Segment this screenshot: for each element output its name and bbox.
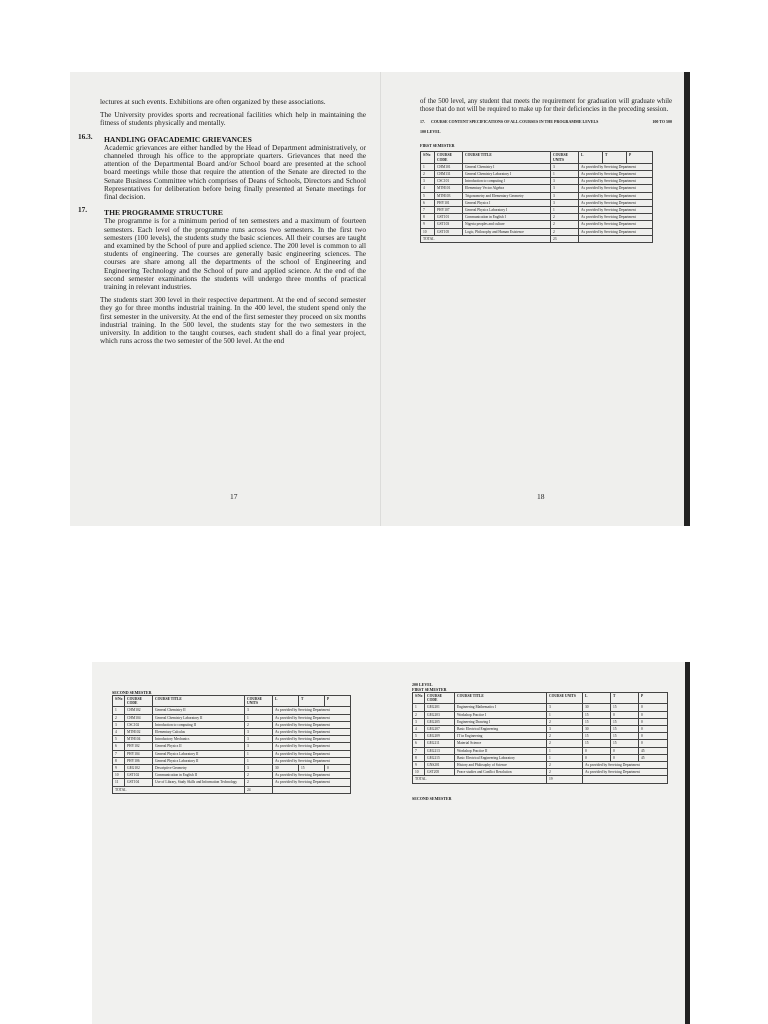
table-header-row (113, 696, 351, 707)
section-17 (78, 205, 366, 296)
table-cell: 7 (413, 747, 425, 754)
table-cell: 1 (421, 163, 435, 170)
table-cell: 4 (113, 729, 125, 736)
table-row (413, 711, 668, 718)
table-cell: As provided by Servicing Department (579, 207, 653, 214)
section-16-3 (78, 131, 366, 207)
table-row (421, 221, 653, 228)
table-cell: 2 (547, 762, 583, 769)
table-cell: 9 (421, 221, 435, 228)
table-cell: Communication in English II (153, 772, 245, 779)
table-cell: 15 (583, 733, 611, 740)
table-cell: CSC101 (435, 178, 463, 185)
table-cell: 3 (547, 726, 583, 733)
table-cell: As provided by Servicing Department (273, 743, 351, 750)
table-cell: 3 (245, 729, 273, 736)
table-cell: PHY101 (435, 199, 463, 206)
table-cell: 2 (551, 228, 579, 235)
table-cell: PHY106 (125, 757, 153, 764)
table-cell: 3 (245, 765, 273, 772)
table-cell: 3 (245, 707, 273, 714)
bottom-page-spread (92, 662, 690, 1024)
table-cell: As provided by Servicing Department (579, 185, 653, 192)
table-cell: GNS201 (425, 762, 455, 769)
semester-label: FIRST SEMESTER (412, 687, 447, 692)
table-cell: MTH103 (435, 192, 463, 199)
table-cell: 45 (639, 754, 668, 761)
table-row (413, 718, 668, 725)
section-number: 16.3. (78, 131, 93, 141)
table-cell: 1 (551, 207, 579, 214)
table-cell: As provided by Servicing Department (579, 170, 653, 177)
table-cell: GST205 (425, 769, 455, 776)
column-header: COURSE TITLE (153, 696, 245, 707)
table-cell: PHY107 (435, 207, 463, 214)
table-cell: 3 (551, 185, 579, 192)
column-header: COURSE UNITS (245, 696, 273, 707)
table-cell: As provided by Servicing Department (579, 178, 653, 185)
table-cell: Nigeria peoples and culture (463, 221, 551, 228)
course-table (420, 151, 653, 243)
column-header: P (639, 693, 668, 704)
table-cell: 4 (413, 726, 425, 733)
table-cell: GST102 (125, 772, 153, 779)
table-cell: Workshop Practice I (455, 711, 547, 718)
table-cell: 11 (113, 779, 125, 786)
table-row (413, 769, 668, 776)
column-header: P (627, 152, 653, 163)
table-cell: 7 (113, 750, 125, 757)
table-cell: General Physics Laboratory II (153, 757, 245, 764)
table-cell: 1 (245, 714, 273, 721)
table-cell: 1 (413, 704, 425, 711)
table-row (113, 729, 351, 736)
table-cell: 8 (421, 214, 435, 221)
table-cell: 0 (583, 754, 611, 761)
table-cell: 30 (583, 726, 611, 733)
table-cell: 15 (583, 740, 611, 747)
table-cell: General Physics II (153, 743, 245, 750)
intro-paragraph: of the 500 level, any student that meets the requirement for graduation will graduate while those that do not will be required to make up for their deficiencies in the preceding session. (420, 98, 672, 113)
table-cell: 3 (551, 199, 579, 206)
table-cell: 15 (611, 718, 639, 725)
total-label: TOTAL (421, 235, 551, 242)
table-cell: GEG205 (425, 718, 455, 725)
table-cell: As provided by Servicing Department (273, 779, 351, 786)
table-row (413, 754, 668, 761)
table-cell: General Chemistry I (463, 163, 551, 170)
table-cell: 2 (245, 772, 273, 779)
page-edge-shadow (685, 662, 690, 1024)
table-cell: Logic, Philosophy and Human Existence (463, 228, 551, 235)
table-row (113, 743, 351, 750)
table-cell: 45 (639, 747, 668, 754)
table-row (421, 207, 653, 214)
table-cell: CHM101 (435, 163, 463, 170)
table-cell: 3 (551, 178, 579, 185)
table-cell: 2 (245, 779, 273, 786)
table-cell: 15 (299, 765, 325, 772)
column-header: COURSE TITLE (463, 152, 551, 163)
table-row (421, 199, 653, 206)
table-cell: CHM104 (125, 714, 153, 721)
table-row (113, 750, 351, 757)
table-cell: 2 (113, 714, 125, 721)
table-row (421, 170, 653, 177)
table-cell: 15 (583, 718, 611, 725)
semester-label: FIRST SEMESTER (420, 142, 455, 148)
page-fold (380, 72, 381, 526)
table-cell: 0 (639, 704, 668, 711)
table-cell: GEG203 (425, 711, 455, 718)
table-cell: GEG215 (425, 754, 455, 761)
table-cell: 0 (611, 747, 639, 754)
table-row (421, 192, 653, 199)
table-cell: GEG213 (425, 747, 455, 754)
table-cell: 3 (245, 736, 273, 743)
table-cell: 1 (547, 754, 583, 761)
section-number: 17. (78, 205, 88, 215)
table-cell: 3 (245, 743, 273, 750)
table-cell: 9 (113, 765, 125, 772)
page-18-text (420, 98, 672, 243)
table-row (421, 185, 653, 192)
column-header: T (603, 152, 627, 163)
table-cell: General Physics Laboratory I (463, 207, 551, 214)
table-cell: 3 (413, 718, 425, 725)
table-cell: 0 (639, 711, 668, 718)
table-header-row (413, 693, 668, 704)
table-cell: General Physics I (463, 199, 551, 206)
course-table (412, 692, 668, 784)
section-body: The programme is for a minimum period of ten semesters and a maximum of fourteen semesters. Each level of the programme runs across two semesters. In the first two semesters (100 levels), the students study the basic sciences. All their courses are taught and examined by the School of pure and applied science. The 200 level is common to all students of engineering. The courses are generally basic engineering sciences. The courses are share among all the departments of the school of Engineering and Engineering Technology and the School of pure and applied science. At the end of the second semester examinations the students will undergo three months of practical training in relevant industries. (104, 216, 366, 292)
table-cell: General Chemistry Laboratory II (153, 714, 245, 721)
column-header: S/No (113, 696, 125, 707)
table-cell: 10 (413, 769, 425, 776)
column-header: P (325, 696, 351, 707)
table-cell: Elementary Vector Algebra (463, 185, 551, 192)
table-cell: CHM131 (435, 170, 463, 177)
column-header: L (583, 693, 611, 704)
table-cell: GEG209 (425, 733, 455, 740)
page-number: 17 (230, 492, 238, 501)
table-cell: 2 (245, 721, 273, 728)
course-table (112, 695, 351, 794)
table-cell: 6 (413, 740, 425, 747)
column-header: COURSE UNITS (547, 693, 583, 704)
table-row (421, 228, 653, 235)
table-cell: GEG211 (425, 740, 455, 747)
table-cell: As provided by Servicing Department (273, 721, 351, 728)
table-cell: As provided by Servicing Department (579, 199, 653, 206)
table-cell: As provided by Servicing Department (579, 221, 653, 228)
table-cell: Engineering Drawing I (455, 718, 547, 725)
table-cell: As provided by Servicing Department (583, 769, 668, 776)
table-cell: As provided by Servicing Department (579, 163, 653, 170)
empty-cell (273, 786, 351, 793)
table-cell: Use of Library, Study Skills and Information Technology (153, 779, 245, 786)
table-row (413, 740, 668, 747)
table-cell: IT in Engineering (455, 733, 547, 740)
table-cell: 2 (547, 740, 583, 747)
total-label: TOTAL (113, 786, 245, 793)
table-cell: PHY104 (125, 750, 153, 757)
table-cell: 1 (551, 170, 579, 177)
table-cell: 15 (611, 704, 639, 711)
section-body-continued: The students start 300 level in their respective department. At the end of second semester they go for three months industrial training. In the 400 level, the student spend only the first semester in the university. At the end of the first semester they proceed on six months industrial training. In the 500 level, the students stay for the two semesters in the university. In addition to the taught courses, each student shall do a final year project, which runs across the two semester of the 500 level. At the end (100, 295, 366, 346)
table-cell: Introduction to computing I (463, 178, 551, 185)
table-cell: 7 (421, 207, 435, 214)
table-cell: Material Science (455, 740, 547, 747)
table-cell: CSC102 (125, 721, 153, 728)
table-cell: Elementary Calculus (153, 729, 245, 736)
total-units: 23 (551, 235, 579, 242)
second-semester-block (112, 690, 351, 794)
table-cell: Basic Electrical Engineering (455, 726, 547, 733)
table-row (413, 704, 668, 711)
level-label: 200 LEVEL (412, 682, 433, 687)
level-200-block (412, 682, 668, 801)
table-cell: 0 (583, 747, 611, 754)
table-cell: 8 (413, 754, 425, 761)
column-header: COURSE CODE (125, 696, 153, 707)
table-cell: 30 (273, 765, 299, 772)
semester-label: SECOND SEMESTER (112, 690, 152, 695)
table-cell: 4 (421, 185, 435, 192)
table-row (413, 762, 668, 769)
table-cell: 3 (547, 704, 583, 711)
table-cell: 6 (113, 743, 125, 750)
column-header: COURSE CODE (435, 152, 463, 163)
table-cell: 2 (551, 221, 579, 228)
table-cell: 1 (547, 747, 583, 754)
table-row (113, 721, 351, 728)
column-header: T (299, 696, 325, 707)
column-header: COURSE TITLE (455, 693, 547, 704)
table-cell: 15 (611, 740, 639, 747)
page-edge-shadow (684, 72, 690, 526)
table-cell: As provided by Servicing Department (583, 762, 668, 769)
table-cell: 1 (245, 757, 273, 764)
table-row (113, 765, 351, 772)
table-cell: 0 (611, 754, 639, 761)
table-cell: 15 (611, 726, 639, 733)
table-row (113, 707, 351, 714)
column-header: COURSE UNITS (551, 152, 579, 163)
total-row (113, 786, 351, 793)
table-row (113, 779, 351, 786)
table-cell: 1 (547, 711, 583, 718)
table-cell: Descriptive Geometry (153, 765, 245, 772)
column-header: L (273, 696, 299, 707)
table-cell: Engineering Mathematics I (455, 704, 547, 711)
column-header: T (611, 693, 639, 704)
table-cell: As provided by Servicing Department (579, 192, 653, 199)
table-cell: As provided by Servicing Department (273, 714, 351, 721)
table-cell: 3 (421, 178, 435, 185)
table-cell: 10 (113, 772, 125, 779)
table-cell: GST104 (125, 779, 153, 786)
table-row (413, 747, 668, 754)
table-cell: History and Philosophy of Science (455, 762, 547, 769)
table-cell: GEG102 (125, 765, 153, 772)
table-cell: 15 (611, 733, 639, 740)
table-row (113, 772, 351, 779)
column-header: L (579, 152, 603, 163)
table-cell: General Physics Laboratory II (153, 750, 245, 757)
table-cell: 5 (413, 733, 425, 740)
section-heading: HANDLING OFACADEMIC GRIEVANCES (104, 134, 252, 144)
table-cell: As provided by Servicing Department (579, 214, 653, 221)
table-cell: Introduction to computing II (153, 721, 245, 728)
table-cell: GST105 (435, 228, 463, 235)
table-row (421, 178, 653, 185)
table-cell: As provided by Servicing Department (273, 772, 351, 779)
table-cell: 2 (551, 214, 579, 221)
intro-paragraph: lectures at such events. Exhibitions are often organized by these associations. (100, 97, 326, 106)
table-cell: 5 (113, 736, 125, 743)
table-cell: GEG201 (425, 704, 455, 711)
table-row (113, 714, 351, 721)
table-cell: 0 (639, 733, 668, 740)
empty-cell (579, 235, 653, 242)
table-row (113, 757, 351, 764)
table-cell: MTH101 (435, 185, 463, 192)
table-cell: Introductory Mechanics (153, 736, 245, 743)
table-cell: Peace studies and Conflict Resolution (455, 769, 547, 776)
table-cell: As provided by Servicing Department (273, 729, 351, 736)
table-cell: 1 (113, 707, 125, 714)
total-row (413, 776, 668, 783)
table-cell: MTH104 (125, 736, 153, 743)
table-cell: Basic Electrical Engineering Laboratory (455, 754, 547, 761)
table-cell: 10 (421, 228, 435, 235)
sports-paragraph: The University provides sports and recreational facilities which help in maintaining the fitness of students physically and mentally. (100, 110, 366, 128)
section-body: Academic grievances are either handled by the Head of Department administratively, or channeled through his office to the appropriate quarters. Grievances that need the attention of the Departmental Board and/or School board are presented at the school board meetings while those that require the attention of the Senate are directed to the Senate Business Committee which comprises of Deans of Schools, Directors and School Representatives for deliberation before being finally presented at Senate meetings for final decision. (104, 142, 366, 202)
table-cell: 0 (639, 740, 668, 747)
table-cell: GST103 (435, 221, 463, 228)
table-cell: Trigonometry and Elementary Geometry (463, 192, 551, 199)
page-number: 18 (537, 492, 545, 501)
table-cell: Workshop Practice II (455, 747, 547, 754)
table-cell: GEG207 (425, 726, 455, 733)
table-cell: 2 (547, 769, 583, 776)
table-row (413, 733, 668, 740)
table-cell: 8 (113, 757, 125, 764)
table-cell: As provided by Servicing Department (273, 736, 351, 743)
table-cell: 2 (421, 170, 435, 177)
table-row (421, 214, 653, 221)
total-label: TOTAL (413, 776, 547, 783)
table-cell: 9 (413, 762, 425, 769)
table-cell: General Chemistry II (153, 707, 245, 714)
table-cell: As provided by Servicing Department (273, 750, 351, 757)
semester-label: SECOND SEMESTER (412, 795, 452, 801)
table-cell: PHY102 (125, 743, 153, 750)
table-cell: As provided by Servicing Department (273, 707, 351, 714)
top-page-spread (70, 72, 690, 526)
table-cell: 3 (551, 163, 579, 170)
section-heading: THE PROGRAMME STRUCTURE (104, 208, 223, 218)
table-cell: 0 (639, 718, 668, 725)
table-cell: 0 (639, 726, 668, 733)
table-cell: 30 (583, 704, 611, 711)
table-cell: CHM102 (125, 707, 153, 714)
table-cell: MTH102 (125, 729, 153, 736)
table-cell: 2 (547, 733, 583, 740)
table-row (413, 726, 668, 733)
total-row (421, 235, 653, 242)
total-units: 19 (547, 776, 583, 783)
table-cell: 0 (611, 711, 639, 718)
table-cell: 5 (421, 192, 435, 199)
table-cell: As provided by Servicing Department (273, 757, 351, 764)
table-cell: General Chemistry Laboratory I (463, 170, 551, 177)
column-header: S/No (413, 693, 425, 704)
course-content-heading: 17. COURSE CONTENT SPECIFICATIONS OF ALL COURSES IN THE PROGRAMME LEVELS 100 TO 500 (420, 119, 672, 125)
table-cell: 0 (325, 765, 351, 772)
table-cell: As provided by Servicing Department (579, 228, 653, 235)
column-header: COURSE CODE (425, 693, 455, 704)
table-row (421, 163, 653, 170)
total-units: 24 (245, 786, 273, 793)
level-label: 100 LEVEL (420, 129, 441, 135)
table-cell: 1 (245, 750, 273, 757)
page-17-text (78, 97, 366, 350)
table-cell: 3 (551, 192, 579, 199)
table-cell: GST101 (435, 214, 463, 221)
table-row (113, 736, 351, 743)
table-cell: Communication in English I (463, 214, 551, 221)
table-cell: 2 (547, 718, 583, 725)
table-header-row (421, 152, 653, 163)
table-cell: 2 (413, 711, 425, 718)
table-cell: 15 (583, 711, 611, 718)
table-cell: 6 (421, 199, 435, 206)
empty-cell (583, 776, 668, 783)
column-header: S/No (421, 152, 435, 163)
table-cell: 3 (113, 721, 125, 728)
